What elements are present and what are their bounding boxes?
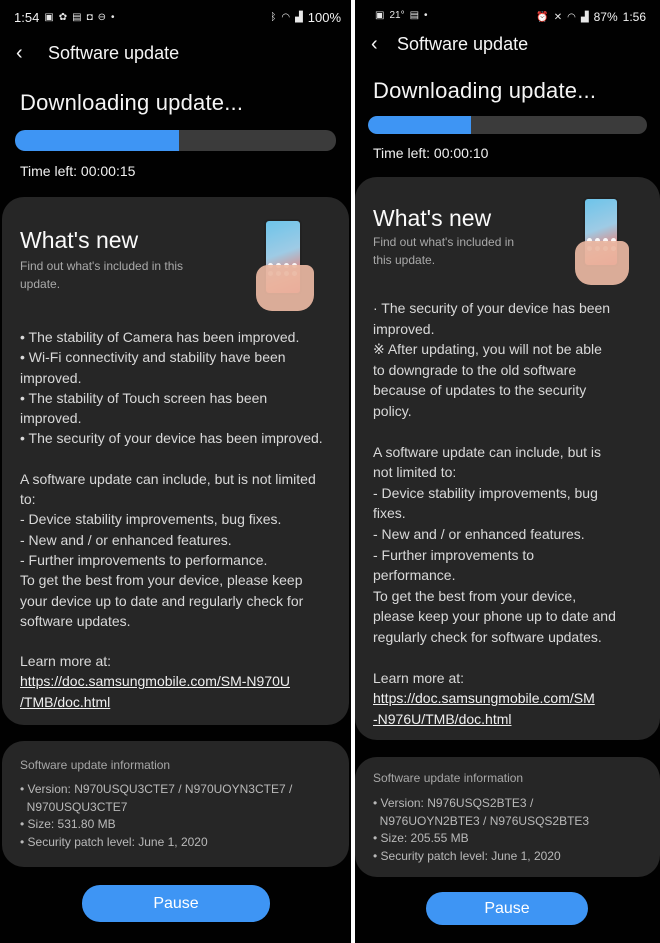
whats-new-subtitle: Find out what's included in this update. [20, 259, 184, 291]
battery-level: 87% [593, 10, 618, 24]
info-title: Software update information [20, 758, 171, 772]
update-info-card [355, 757, 660, 877]
info-details: • Version: N976USQS2BTE3 / N976UOYN2BTE3 / N976USQS2BTE3 • Size: 205.55 MB • Security patch level: June 1, 2020 [373, 796, 590, 863]
mute-icon: ✕ [553, 11, 563, 23]
phone-illustration-icon [583, 197, 619, 267]
gesture-icon: ✿ [58, 12, 68, 23]
status-bar [355, 0, 660, 34]
minus-circle-icon: ⊖ [97, 12, 107, 23]
doc-link-cont[interactable]: -N976U/TMB/doc.html [373, 710, 512, 727]
battery-level: 100% [307, 10, 341, 25]
wifi-icon: ◠ [281, 12, 291, 23]
download-title: Downloading update... [373, 78, 597, 103]
progress-fill [368, 116, 471, 134]
doc-link[interactable]: https://doc.samsungmobile.com/SM [373, 690, 595, 707]
time-left: Time left: 00:00:15 [20, 163, 136, 179]
dot-icon: • [424, 10, 428, 21]
progress-fill [15, 130, 179, 151]
status-time: 1:54 [14, 10, 40, 25]
page-title: Software update [397, 34, 529, 54]
time-left: Time left: 00:00:10 [373, 145, 489, 161]
gallery-icon: ▣ [375, 10, 385, 21]
whats-new-title: What's new [373, 205, 492, 231]
hand-icon [575, 241, 629, 285]
bluetooth-icon: ᛒ [270, 12, 277, 23]
update-info-card [2, 741, 349, 867]
phone-illustration-icon [264, 219, 302, 295]
signal-icon: ▟ [580, 11, 589, 23]
progress-bar [15, 130, 336, 151]
back-icon[interactable]: ‹ [16, 42, 23, 64]
download-title: Downloading update... [20, 90, 244, 115]
info-details: • Version: N970USQU3CTE7 / N970UOYN3CTE7 / N970USQU3CTE7 • Size: 531.80 MB • Security patch level: June 1, 2020 [20, 782, 293, 849]
status-bar [0, 0, 351, 34]
status-time: 1:56 [622, 10, 646, 24]
dot-icon: • [111, 12, 115, 23]
learn-more-label: Learn more at: [20, 653, 112, 670]
hand-icon [256, 265, 314, 311]
doc-link[interactable]: https://doc.samsungmobile.com/SM-N970U [20, 673, 290, 690]
message-icon: ▤ [72, 12, 82, 23]
nfc-icon: ▣ [44, 12, 54, 23]
page-title: Software update [48, 43, 180, 63]
message-icon: ▤ [409, 10, 420, 21]
whats-new-subtitle: Find out what's included in this update. [373, 235, 515, 267]
learn-more-label: Learn more at: [373, 669, 465, 686]
progress-bar [368, 116, 647, 134]
app-header [16, 42, 179, 65]
doc-link-cont[interactable]: /TMB/doc.html [20, 693, 111, 710]
right-phone-screen [355, 0, 660, 943]
info-title: Software update information [373, 771, 524, 785]
whats-new-card [355, 177, 660, 740]
app-header [371, 33, 528, 56]
pause-button[interactable]: Pause [426, 892, 588, 925]
pause-button[interactable]: Pause [82, 885, 270, 922]
alarm-icon: ⏰ [536, 11, 549, 23]
temperature-icon: 21° [389, 10, 405, 21]
back-icon[interactable]: ‹ [371, 33, 378, 55]
shield-icon: ◘ [86, 12, 93, 23]
whats-new-card [2, 197, 349, 725]
signal-icon: ▟ [295, 12, 303, 23]
update-notes: · The security of your device has been improved. ※ After updating, you will not be able to downgrade to the old software because of updates to the security policy. A software update can include, but is not limited to: - Device stability improvements, bug fixes. - New and / or enhanced features. - Further improvements to performance. To get the best from your device, please keep your phone up to date and regularly check for software updates. Learn more at: https://doc.samsungmobile.com/SM -N976U/TMB/doc.html [373, 298, 655, 729]
whats-new-title: What's new [20, 227, 139, 253]
update-notes: • The stability of Camera has been improved. • Wi-Fi connectivity and stability have been improved. • The stability of Touch screen has been improved. • The security of your device has been improved. A software update can include, but is not limited to: - Device stability improvements, bug fixes. - New and / or enhanced features. - Further improvements to performance. To get the best from your device, please keep your device up to date and regularly check for software updates. Learn more at: https://doc.samsungmobile.com/SM-N970U /TMB/doc.html [20, 327, 340, 712]
wifi-icon: ◠ [567, 11, 576, 23]
